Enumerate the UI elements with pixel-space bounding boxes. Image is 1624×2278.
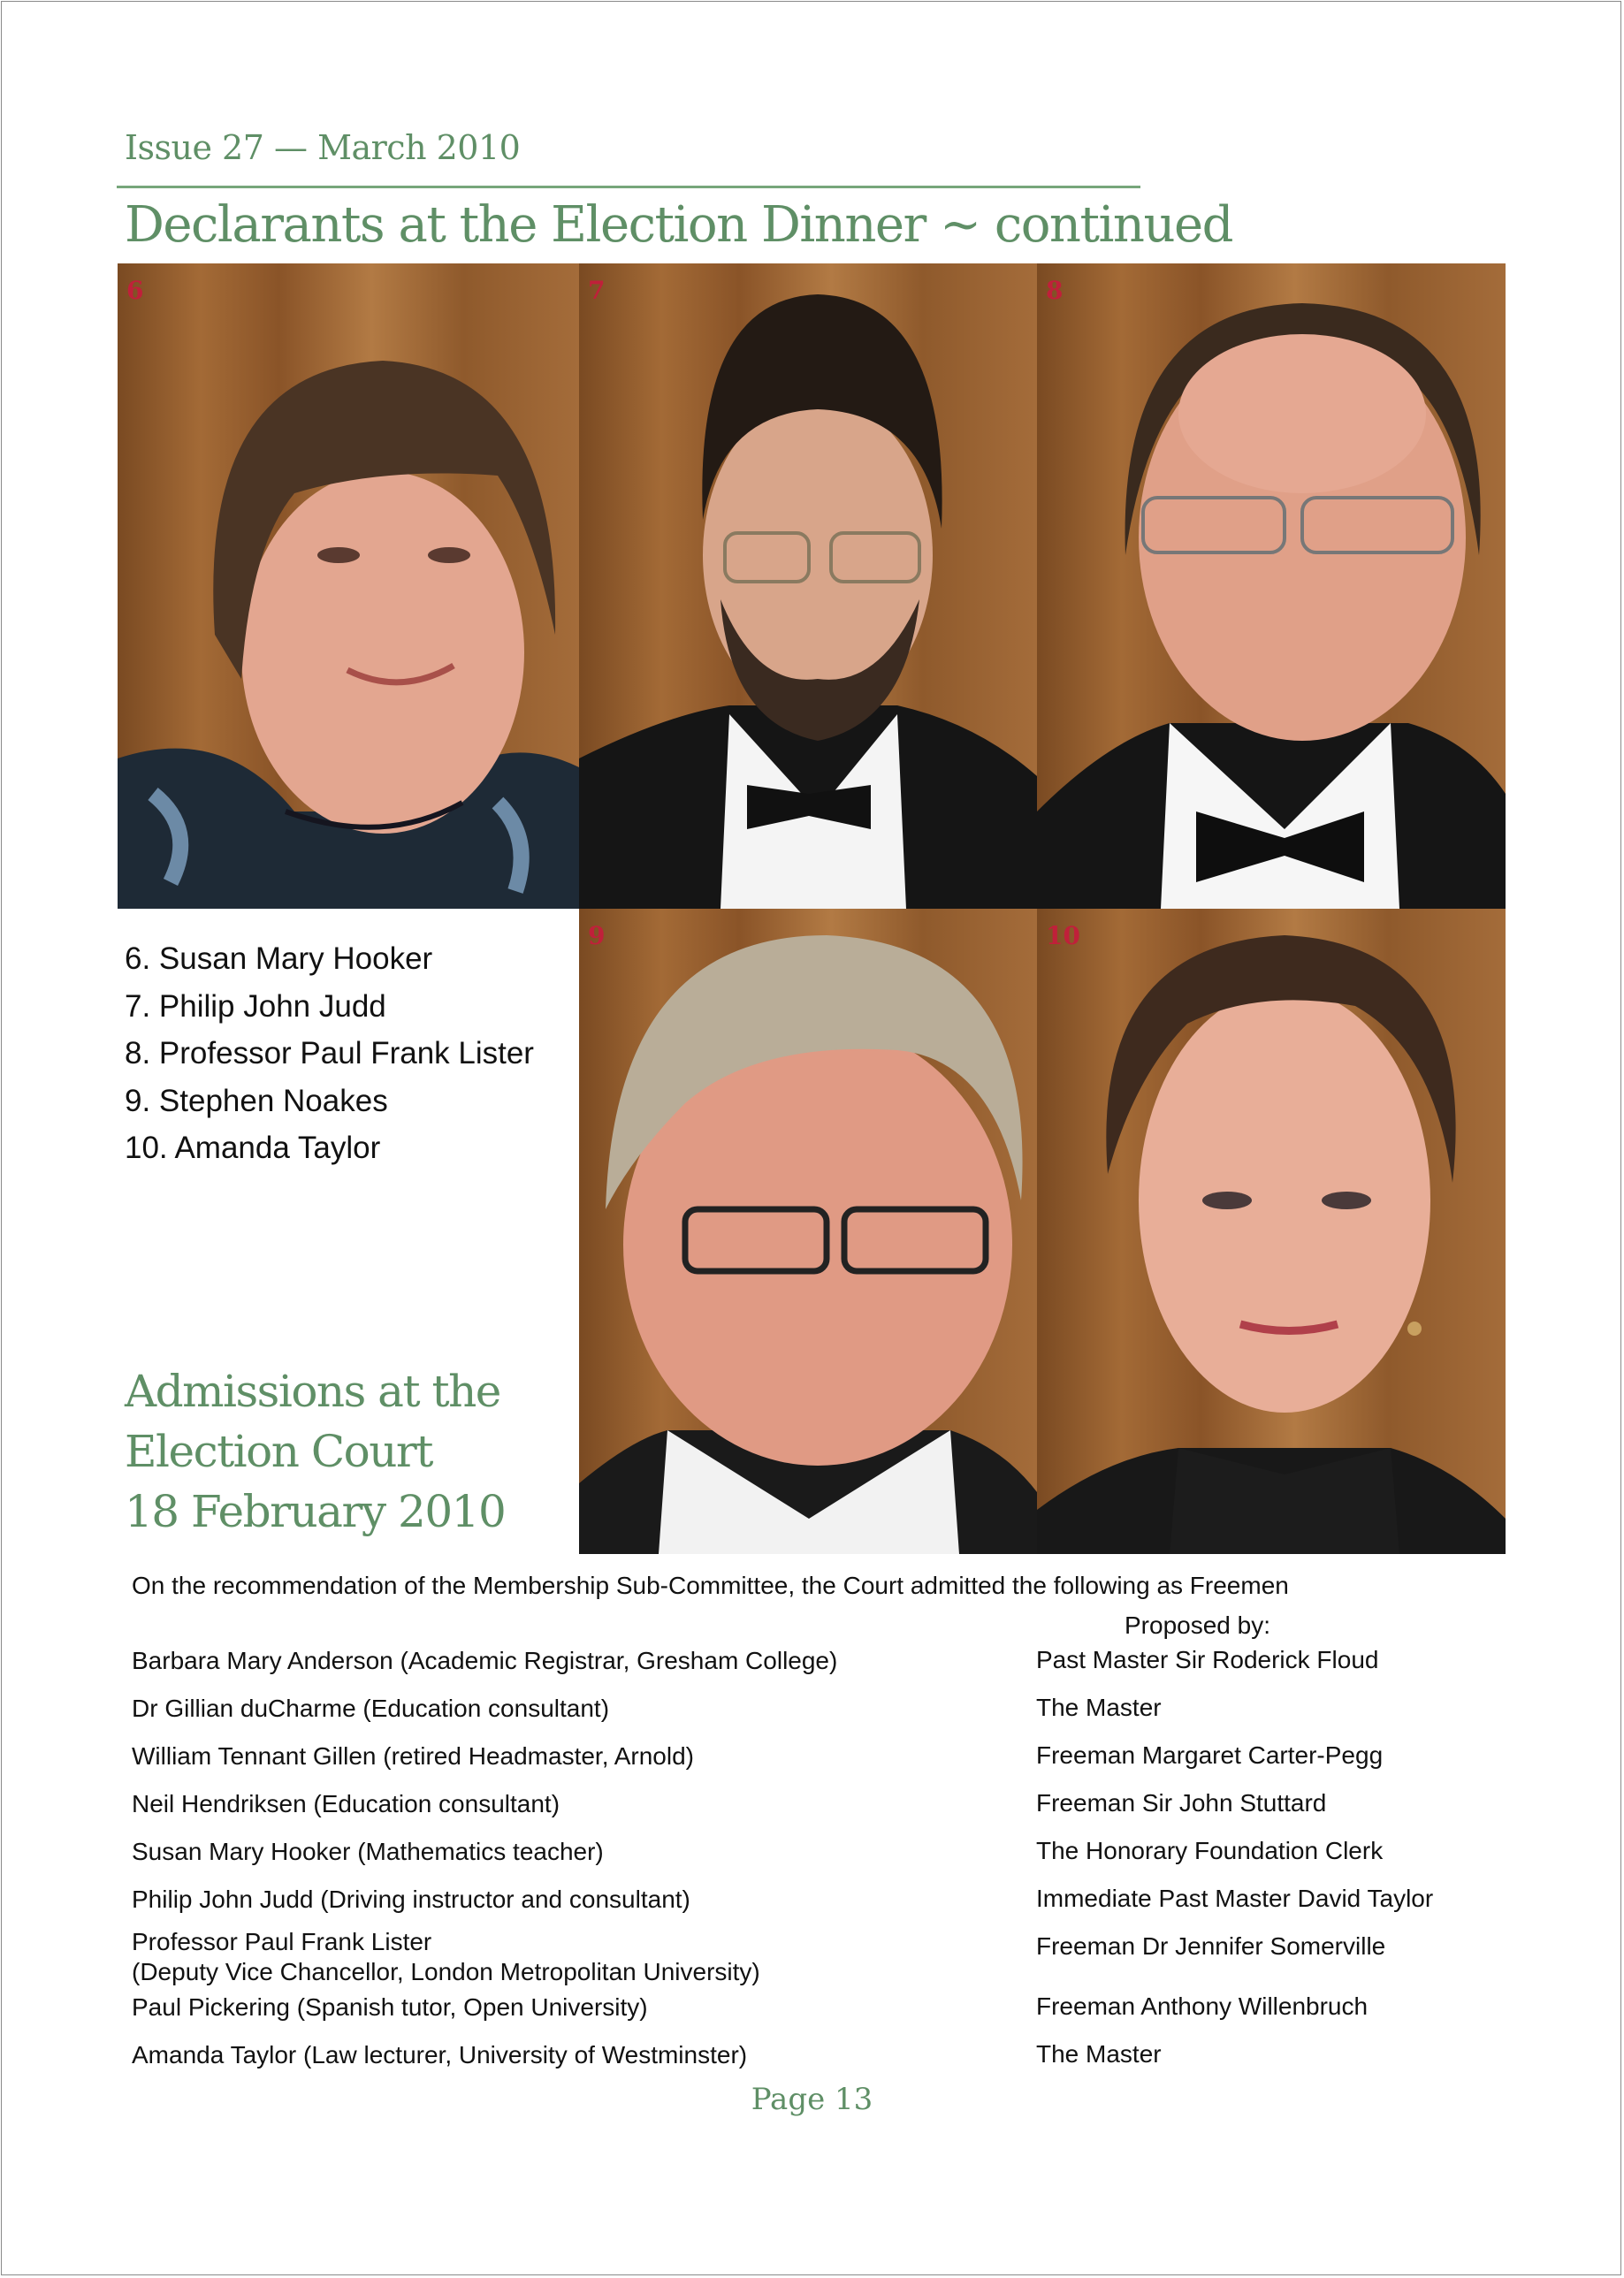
admission-row	[0, 1694, 1624, 1741]
proposer-name: Past Master Sir Roderick Floud	[1036, 1646, 1379, 1673]
member-name: Philip John Judd (Driving instructor and consultant)	[132, 1886, 690, 1913]
admission-row	[0, 1789, 1624, 1837]
member-name: Barbara Mary Anderson (Academic Registrar, Gresham College)	[132, 1647, 838, 1674]
photo-10	[1037, 909, 1506, 1554]
proposer-name: The Honorary Foundation Clerk	[1036, 1837, 1384, 1864]
photo-6	[118, 263, 579, 909]
member-name: Amanda Taylor (Law lecturer, University of Westminster)	[132, 2041, 748, 2068]
member-name: Paul Pickering (Spanish tutor, Open University)	[132, 1993, 648, 2021]
photo-number: 6	[126, 276, 144, 305]
photo-8	[1037, 263, 1506, 909]
member-name: William Tennant Gillen (retired Headmaster, Arnold)	[132, 1742, 694, 1770]
admission-row	[0, 2040, 1624, 2088]
declarant-name: 9. Stephen Noakes	[125, 1083, 388, 1118]
admissions-heading-line: Election Court	[125, 1426, 432, 1477]
proposer-name: Freeman Sir John Stuttard	[1036, 1789, 1327, 1817]
proposer-name: Freeman Dr Jennifer Somerville	[1036, 1932, 1386, 1960]
member-title-line: (Deputy Vice Chancellor, London Metropolitan University)	[132, 1958, 760, 1985]
photo-number: 7	[588, 276, 606, 305]
declarant-name: 8. Professor Paul Frank Lister	[125, 1036, 534, 1070]
photo-7	[579, 263, 1037, 909]
photo-number: 10	[1046, 921, 1080, 950]
declarant-list	[125, 935, 534, 1172]
admissions-heading-line: Admissions at the	[125, 1366, 500, 1417]
member-name: Dr Gillian duCharme (Education consultant)	[132, 1695, 610, 1722]
header-rule	[117, 186, 1140, 188]
admission-row	[0, 1741, 1624, 1789]
photo-number: 8	[1046, 276, 1064, 305]
proposer-name: Freeman Anthony Willenbruch	[1036, 1992, 1369, 2020]
proposer-name: Freeman Margaret Carter-Pegg	[1036, 1741, 1384, 1769]
photo-number: 9	[588, 921, 606, 950]
proposer-name: Immediate Past Master David Taylor	[1036, 1885, 1434, 1912]
declarant-name: 7. Philip John Judd	[125, 988, 386, 1024]
admission-row	[0, 1885, 1624, 1932]
issue-label: Issue 27 — March 2010	[125, 128, 521, 167]
page-number: Page 13	[751, 2082, 873, 2117]
member-name: Neil Hendriksen (Education consultant)	[132, 1790, 560, 1817]
admissions-intro: On the recommendation of the Membership Sub-Committee, the Court admitted the following as Freemen	[132, 1572, 1289, 1599]
photo-9	[579, 909, 1037, 1554]
declarant-name: 10. Amanda Taylor	[125, 1131, 381, 1165]
declarant-name: 6. Susan Mary Hooker	[125, 941, 433, 976]
admission-row	[0, 1646, 1624, 1694]
member-name-line: Professor Paul Frank Lister	[132, 1928, 432, 1955]
page-title: Declarants at the Election Dinner ~ continued	[125, 196, 1233, 254]
admissions-heading	[125, 1361, 505, 1542]
admissions-heading-line: 18 February 2010	[125, 1486, 506, 1537]
admission-row	[0, 1837, 1624, 1885]
admission-row	[0, 1992, 1624, 2040]
member-name: Susan Mary Hooker (Mathematics teacher)	[132, 1838, 604, 1865]
proposer-name: The Master	[1036, 2040, 1162, 2068]
member-name	[132, 1927, 760, 1987]
proposer-name: The Master	[1036, 1694, 1162, 1721]
admission-row	[0, 1927, 1624, 1984]
proposed-by-label: Proposed by:	[1125, 1611, 1270, 1639]
